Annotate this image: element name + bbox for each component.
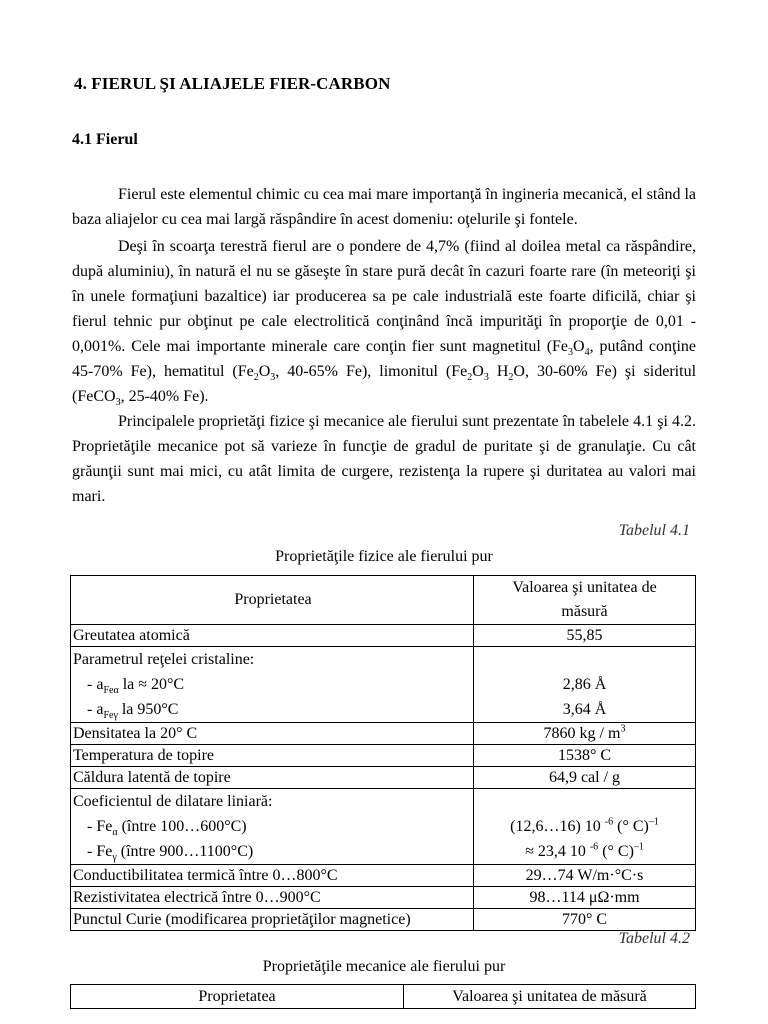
header-property: Proprietatea [71, 576, 474, 625]
table-row: Temperatura de topire 1538° C [71, 745, 696, 767]
chapter-title: 4. FIERUL ŞI ALIAJELE FIER-CARBON [74, 74, 391, 93]
paragraph-1: Fierul este elementul chimic cu cea mai mare importanţă în ingineria mecanică, el stând la baza aliajelor cu cea mai largă răspândire în acest domeniu: oţelurile şi fontele. [72, 186, 696, 228]
table-row: Densitatea la 20° C 7860 kg / $m^3$ [71, 723, 696, 745]
table2-title: Proprietăţile mecanice ale fierului pur [262, 958, 506, 975]
body-text [72, 182, 696, 509]
physical-properties-table [70, 575, 696, 931]
paragraph-3: Principalele proprietăţi fizice şi mecanice ale fierului sunt prezentate în tabelele 4.1 şi 4.2. Proprietăţile mecanice pot să varieze în funcţie de gradul de puritate şi de granulaţie. Cu cât grăunţii sunt mai mici, cu atât limita de curgere, rezistenţa la rupere şi duritatea au valori mai mari. [72, 413, 696, 505]
table-row: Rezistivitatea electrică între 0…900°C 98…114 μΩ·mm [71, 887, 696, 909]
table-header-row [71, 576, 696, 625]
header-property: Proprietatea [71, 985, 404, 1009]
header-value: Valoarea şi unitatea de măsură [404, 985, 696, 1009]
table-header-row [71, 985, 696, 1009]
table1-title: Proprietăţile fizice ale fierului pur [275, 548, 493, 565]
mechanical-properties-table [70, 984, 696, 1009]
table-row: Greutatea atomică 55,85 [71, 625, 696, 647]
paragraph-2: Deşi în scoarţa terestră fierul are o pondere de 4,7% (fiind al doilea metal ca răspândire, după aluminiu), în natură el nu se găseşte în stare pură decât în cazuri foarte rare (în meteoriţi şi în unele formaţiuni bazaltice) iar producerea sa pe cale industrială este foarte dificilă, chiar şi fierul tehnic pur obţinut pe cale electrolitică conţinând încă impurităţi în proporţie de 0,01 - 0,001%. Cele mai importante minerale care conţin fier sunt magnetitul ($Fe_3O_4$, putând conţine 45-70% Fe), hematitul ($Fe_2O_3$, 40-65% Fe), limonitul ($Fe_2O_3$ $H_2O$, 30-60% Fe) şi sideritul (FeCO$_3$, 25-40% Fe). [72, 238, 697, 409]
table-row: Punctul Curie (modificarea proprietăţilor magnetice) 770° C [71, 909, 696, 931]
table1-label: Tabelul 4.1 [618, 522, 690, 539]
table2-label: Tabelul 4.2 [618, 930, 690, 947]
table-row: Coeficientul de dilatare liniară: - $Fe_\alpha$ (între 100…600°C) - $Fe_\gamma$ (între 900…1100°C) (12,6…16) 10 $^{-6}$ (° C)$^{-1}$ ≈ 23,4 10 $^{-6}$ (° C)$^{-1}$ [71, 789, 696, 865]
table-row: Conductibilitatea termică între 0…800°C 29…74 W/m·°C·s [71, 865, 696, 887]
section-title: 4.1 Fierul [72, 131, 138, 148]
header-value: Valoarea şi unitatea de măsură [474, 576, 696, 625]
table-row: Parametrul reţelei cristaline: - $a_{Fe\alpha}$ la ≈ 20°C - $a_{Fe\gamma}$ la 950°C 2,86 Å 3,64 Å [71, 647, 696, 723]
table-row: Căldura latentă de topire 64,9 cal / g [71, 767, 696, 789]
